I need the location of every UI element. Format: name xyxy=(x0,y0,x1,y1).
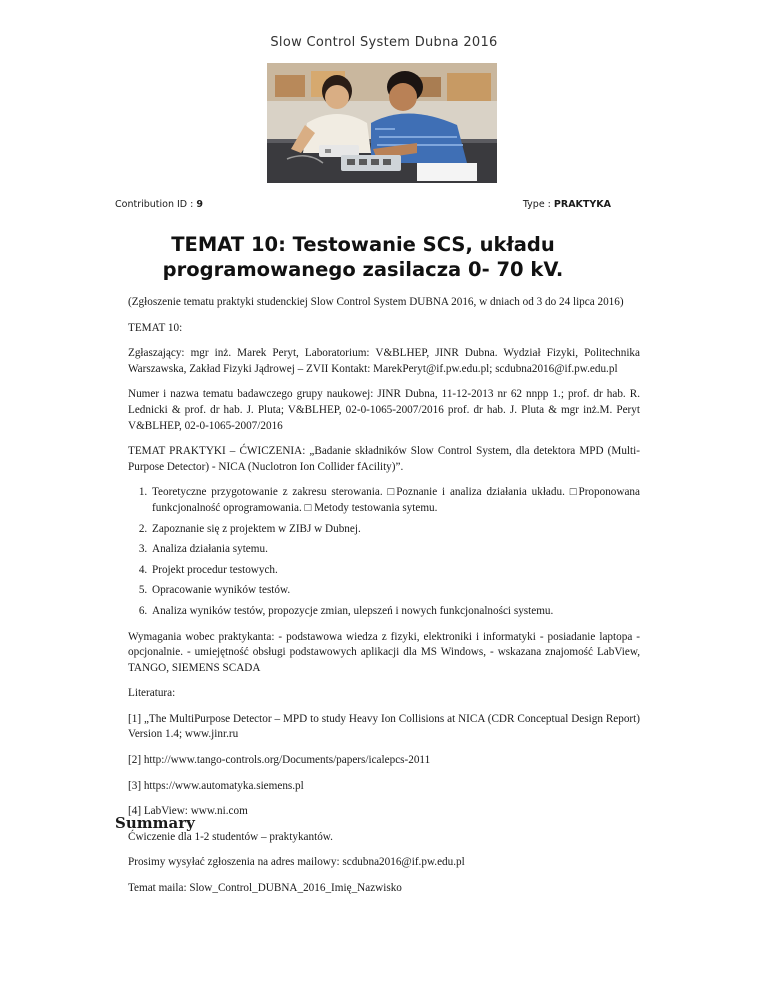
students-paragraph: Ćwiczenie dla 1-2 studentów – praktykantów. xyxy=(128,830,333,843)
reference-4: [4] LabView: www.ni.com xyxy=(128,805,248,818)
page-title: TEMAT 10: Testowanie SCS, układu programowanego zasilacza 0- 70 kV. xyxy=(162,233,564,281)
contribution-id-label: Contribution ID : xyxy=(115,199,194,210)
email-paragraph: Prosimy wysyłać zgłoszenia na adres mailowy: scdubna2016@if.pw.edu.pl xyxy=(128,856,465,869)
contribution-type xyxy=(523,199,611,210)
reference-3: [3] https://www.automatyka.siemens.pl xyxy=(128,779,304,792)
list-item: 3. Analiza działania sytemu. xyxy=(150,542,640,558)
abstract-body xyxy=(128,295,640,907)
task-list xyxy=(128,485,640,619)
intro-paragraph: (Zgłoszenie tematu praktyki studenckiej Slow Control System DUBNA 2016, w dniach od 3 do 24 lipca 2016) xyxy=(128,296,624,308)
requirements-paragraph: Wymagania wobec praktykanta: - podstawowa wiedza z fizyki, elektroniki i informatyki - posiadanie laptopa - opcjonalnie. - umiejętność obsługi podstawowych aplikacji dla MS Windows, - wskazana znajomość LabView, TANGO, SIEMENS SCADA xyxy=(128,630,640,674)
header-photo xyxy=(267,63,497,183)
list-item: 4. Projekt procedur testowych. xyxy=(150,563,640,579)
exercise-topic-paragraph: TEMAT PRAKTYKI – ĆWICZENIA: „Badanie składników Slow Control System, dla detektora MPD (Multi-Purpose Detector) - NICA (Nuclotron Ion Collider fAcility)”. xyxy=(128,445,640,473)
submitter-paragraph: Zgłaszający: mgr inż. Marek Peryt, Laboratorium: V&BLHEP, JINR Dubna. Wydział Fizyki, Politechnika Warszawska, Zakład Fizyki Jądrowej – ZVII Kontakt: MarekPeryt@if.pw.edu.pl; scdubna2016@if.pw.edu.pl xyxy=(128,347,640,375)
literature-heading: Literatura: xyxy=(128,687,176,700)
contribution-id-value: 9 xyxy=(196,199,203,210)
list-item: 6. Analiza wyników testów, propozycje zmian, ulepszeń i nowych funkcjonalności systemu. xyxy=(150,604,640,620)
reference-1: [1] „The MultiPurpose Detector – MPD to study Heavy Ion Collisions at NICA (CDR Conceptual Design Report) Version 1.4; www.jinr.ru xyxy=(128,712,640,741)
list-item: 2. Zapoznanie się z projektem w ZIBJ w Dubnej. xyxy=(150,522,640,538)
list-item: 1. Teoretyczne przygotowanie z zakresu sterowania. □Poznanie i analiza działania układu. □Proponowana funkcjonalność oprogramowania. □ Metody testowania sytemu. xyxy=(150,485,640,516)
contribution-id xyxy=(115,199,203,210)
type-value: PRAKTYKA xyxy=(553,199,611,210)
list-item: 5. Opracowanie wyników testów. xyxy=(150,583,640,599)
type-label: Type : xyxy=(522,199,551,210)
reference-2: [2] http://www.tango-controls.org/Documents/papers/icalepcs-2011 xyxy=(128,754,431,767)
mail-subject-paragraph: Temat maila: Slow_Control_DUBNA_2016_Imię_Nazwisko xyxy=(128,882,402,895)
research-topic-paragraph: Numer i nazwa tematu badawczego grupy naukowej: JINR Dubna, 11-12-2013 nr 62 nnpp 1.; prof. dr hab. R. Lednicki & prof. dr hab. J. Pluta; V&BLHEP, 02-0-1065-2007/2016 prof. dr hab. J. Pluta & mgr inż.M. Peryt V&BLHEP, 02-0-1065-2007/2016 xyxy=(128,388,640,432)
summary-heading: Summary xyxy=(115,814,195,832)
topic-paragraph: TEMAT 10: xyxy=(128,321,183,334)
conference-header: Slow Control System Dubna 2016 xyxy=(270,35,498,50)
